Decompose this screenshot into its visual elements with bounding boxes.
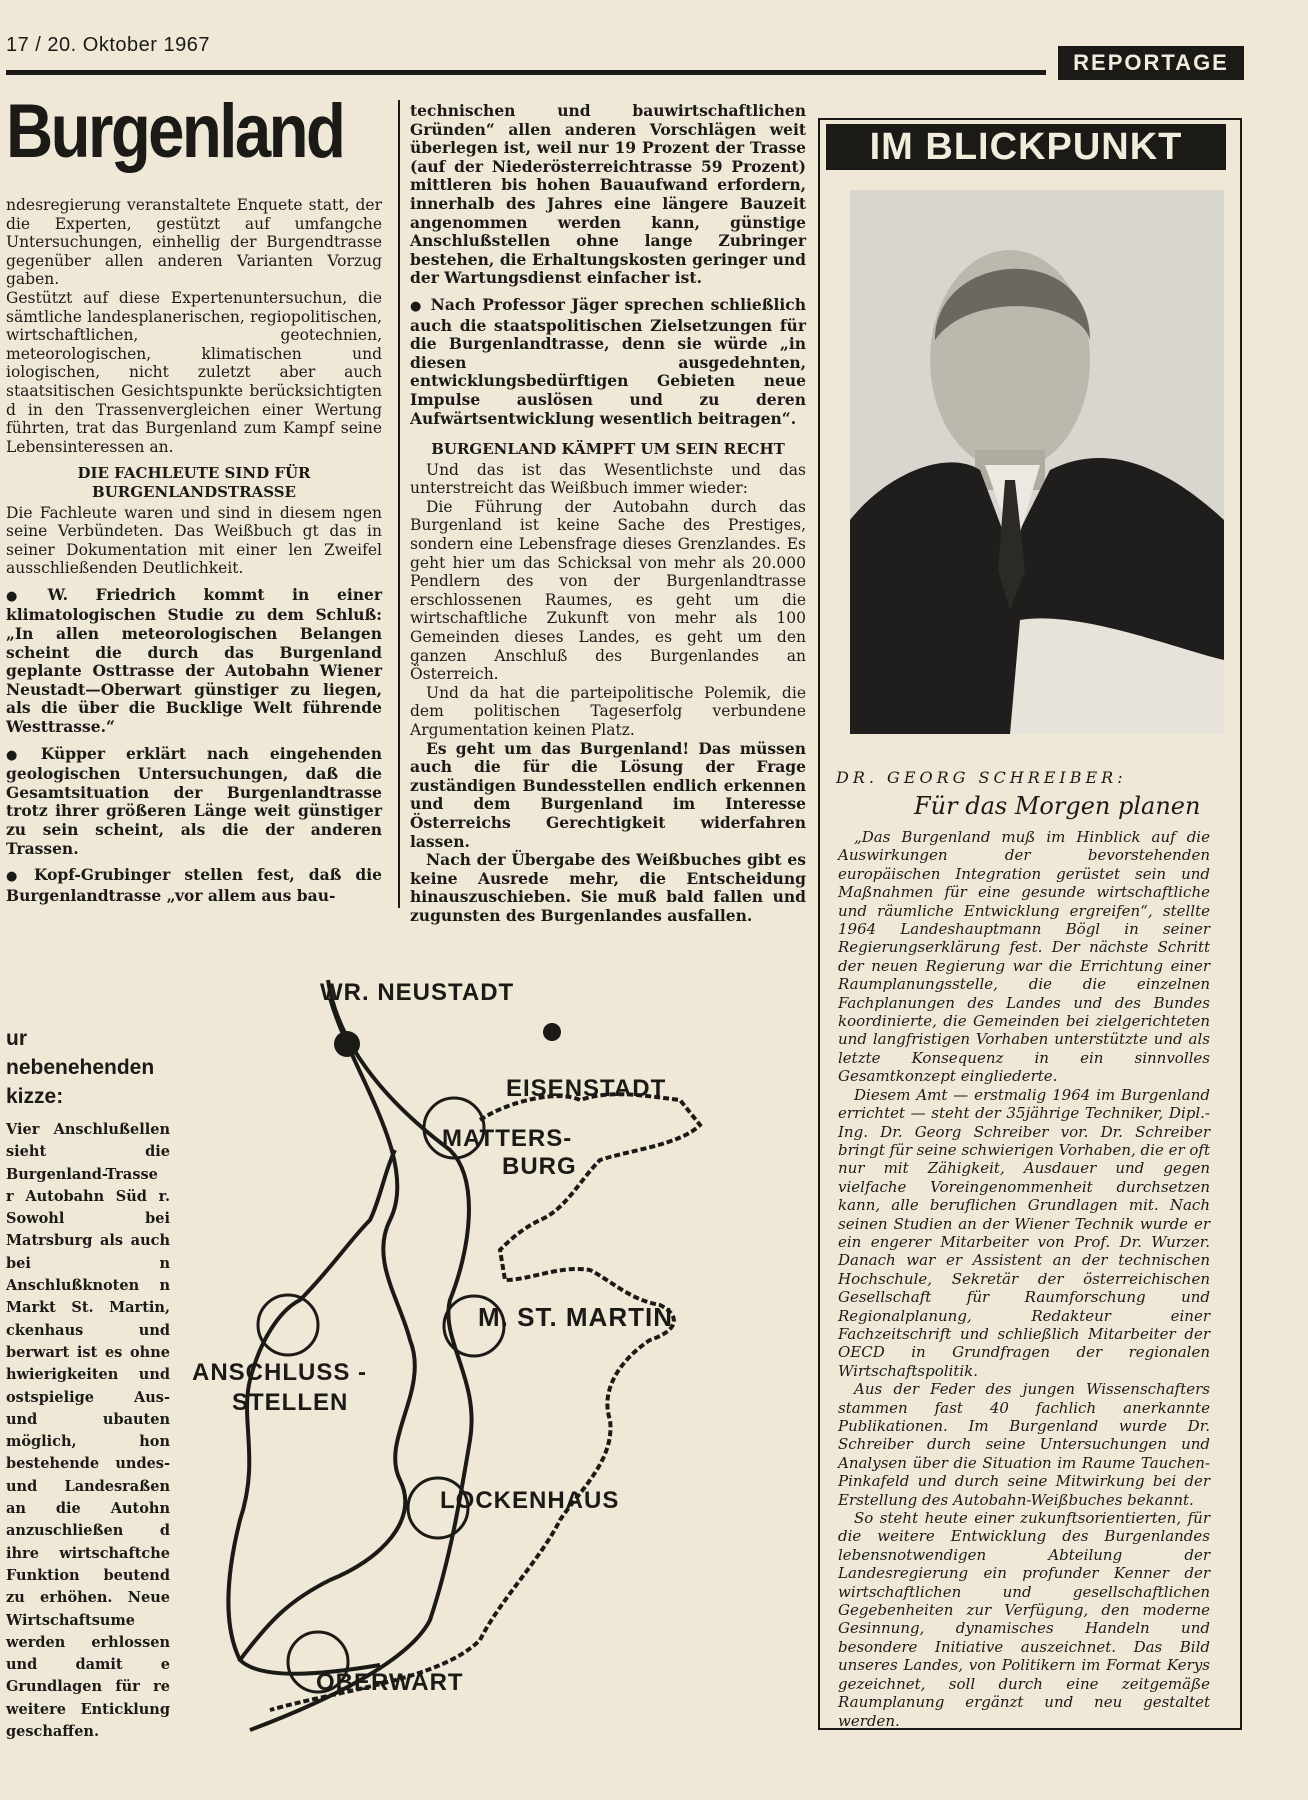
map-note-heading: ur nebenehenden kizze: [6,1027,155,1108]
page-number-date: 17 / 20. Oktober 1967 [6,34,210,56]
blickpunkt-title: IM BLICKPUNKT [826,124,1226,170]
wr-neustadt-dot [334,1031,360,1057]
bullet-paragraph: ● Nach Professor Jäger sprechen schließlich auch die staatspolitischen Zielsetzungen für die Burgenlandtrasse, denn sie würde „in diesen ausgedehnten, entwicklungsbedürftigen Gebieten neue Impulse auslösen und zu deren Aufwärtsentwicklung wesentlich beitragen“. [410,296,806,428]
article-column-2 [410,102,806,926]
article-column-1 [6,196,382,905]
paragraph: technischen und bauwirtschaftlichen Gründen“ allen anderen Vorschlägen weit überlegen ist, weil nur 19 Prozent der Trasse (auf der Niederösterreichtrasse 59 Prozent) mittleren bis hohen Bauaufwand erfordern, innerhalb des Jahres eine längere Bauzeit angenommen werden kann, günstige Anschlußstellen ohne lange Zubringer bestehen, die Erhaltungskosten geringer und der Wartungsdienst einfacher ist. [410,101,806,288]
paragraph: So steht heute einer zukunftsorientierten, für die weitere Entwicklung des Burgenlandes lebensnotwendigen Abteilung der Landesregierung ein profunder Kenner der wirtschaftlichen und gesellschaftlichen Gegebenheiten zur Verfügung, den moderne Gesinnung, dynamisches Handeln und besondere Initiative auszeichnet. Das Bild unseres Landes, von Politikern im Format Kerys gezeichnet, soll durch eine zeitgemäße Raumplanung ergänzt und neu gestaltet werden. [838,1509,1210,1730]
paragraph: Die Führung der Autobahn durch das Burgenland ist keine Sache des Prestiges, sondern eine Lebensfrage dieses Grenzlandes. Es geht hier um das Schicksal von mehr als 20.000 Pendlern des von der Burgenlandtrasse erschlossenen Raumes, es geht um die wirtschaftliche Zukunft von mehr als 100 Gemeinden dieses Landes, es geht um den ganzen Anschluß des Burgenlandes an Österreich. [410,497,806,684]
portrait-illustration [850,190,1224,734]
map-note [6,1024,170,1743]
map-label-eisenstadt: EISENSTADT [506,1075,667,1102]
map-label-wr-neustadt: WR. NEUSTADT [320,979,515,1006]
subheading: DIE FACHLEUTE SIND FÜR BURGENLANDSTRASSE [77,464,311,501]
paragraph: Die Fachleute waren und sind in diesem ngen seine Verbündeten. Das Weißbuch gt das in seiner Dokumentation mit einer len Zweifel ausschließenden Deutlichkeit. [6,503,382,578]
interchange-legend [258,1295,318,1355]
bullet-paragraph: ● W. Friedrich kommt in einer klimatologischen Studie zu dem Schluß: „In allen meteorologischen Belangen scheint die durch das Burgenland geplante Osttrasse der Autobahn Wiener Neustadt—Oberwart günstiger zu liegen, als die über die Bucklige Welt führende Westtrasse.“ [6,586,382,737]
paragraph: „Das Burgenland muß im Hinblick auf die Auswirkungen der bevorstehenden europäischen Integration gerüstet sein und Maßnahmen für eine gesunde wirtschaftliche und räumliche Entwicklung ergreifen“, stellte 1964 Landeshauptmann Bögl in seiner Regierungserklärung fest. Der nächste Schritt der neuen Regierung war die Errichtung einer Raumplanungsstelle, die die einzelnen Fachplanungen des Landes und des Bundes koordinierte, die Gemeinden bei zielgerichteten und langfristigen Vorhaben unterstützte und als letzte Konsequenz in ein sinnvolles Gesamtkonzept eingliederte. [838,828,1210,1086]
column-rule [398,100,400,908]
paragraph: Gestützt auf diese Expertenuntersuchun, die sämtliche landesplanerischen, regiopolitischen, wirtschaftlichen, geotechnien, meteorologischen, klimatischen und iologischen, nicht zuletzt aber auch staatsitischen Gesichtspunkte berücksichtigten d in den Trassenvergleichen einer Wertung führten, trat das Burgenland zum Kampf seine Lebensinteressen an. [6,288,382,456]
portrait-caption-title: Für das Morgen planen [914,792,1201,820]
paragraph: Und das ist das Wesentlichste und das unterstreicht das Weißbuch immer wieder: [410,460,806,498]
subheading: BURGENLAND KÄMPFT UM SEIN RECHT [431,440,785,459]
map-note-text: Vier Anschlußellen sieht die Burgenland-Trasse r Autobahn Süd r. Sowohl bei Matrsburg als auch bei n Anschlußknoten n Markt St. Martin, ckenhaus und berwart ist es ohne hwierigkeiten und ostspielige Aus- und ubauten möglich, hon bestehende undes- und Landesraßen an die Autohn anzuschließen d ihre wirtschaftche Funktion beutend zu erhöhen. Neue Wirtschaftsume werden erhlossen und damit e Grundlagen für re weitere Enticklung geschaffen. [6,1121,170,1741]
header-rule [6,70,1046,75]
paragraph: Diesem Amt — erstmalig 1964 im Burgenland errichtet — steht der 35jährige Techniker, Dipl.-Ing. Dr. Georg Schreiber vor. Dr. Schreiber bringt für seine schwierigen Vorhaben, die er oft nur mit Zähigkeit, Ausdauer und gegen vielfache Voreingenommenheit durchsetzen kann, alle beruflichen Grundlagen mit. Nach seinen Studien an der Wiener Technik wurde er ein engerer Mitarbeiter von Prof. Dr. Wurzer. Danach war er Assistent an der technischen Hochschule, Sekretär der österreichischen Gesellschaft für Raumforschung und Regionalplanung, Redakteur einer Fachzeitschrift und schließlich Mitarbeiter der OECD in Grundfragen der regionalen Wirtschaftspolitik. [838,1085,1211,1380]
map-label-lockenhaus: LOCKENHAUS [440,1487,620,1514]
route-map [180,920,760,1760]
map-label-oberwart: OBERWART [316,1669,464,1696]
paragraph: Es geht um das Burgenland! Das müssen auch die für die Lösung der Frage zuständigen Bundesstellen endlich erkennen und dem Burgenland im Interesse Österreichs Gerechtigkeit widerfahren lassen. [410,738,806,851]
blickpunkt-text [838,828,1210,1730]
bullet-paragraph: ● Kopf-Grubinger stellen fest, daß die Burgenlandtrasse „vor allem aus bau- [6,866,382,905]
map-label-anschluss-1: ANSCHLUSS - [192,1359,368,1386]
eisenstadt-dot [543,1023,561,1041]
section-tag: REPORTAGE [1058,46,1244,80]
map-label-anschluss-2: STELLEN [232,1389,349,1416]
article-headline: Burgenland [6,89,344,174]
paragraph: Aus der Feder des jungen Wissenschafters stammen fast 40 fachlich anerkannte Publikationen. Im Burgenland wurde Dr. Schreiber durch seine Untersuchungen und Analysen über die Situation im Raume Tauchen-Pinkafeld und durch seine Mitwirkung bei der Erstellung des Autobahn-Weißbuches bekannt. [838,1380,1210,1509]
map-label-mattersburg-2: BURG [502,1153,577,1180]
portrait-caption-name: DR. GEORG SCHREIBER: [836,768,1127,787]
map-label-st-martin: M. ST. MARTIN [478,1302,673,1332]
paragraph: Und da hat die parteipolitische Polemik, die dem politischen Tageserfolg verbundene Argumentation keinen Platz. [410,683,806,739]
paragraph: ndesregierung veranstaltete Enquete statt, der die Experten, gestützt auf umfangche Untersuchungen, einhellig der Burgendtrasse gegenüber allen anderen Varianten Vorzug gaben. [6,196,382,289]
bullet-paragraph: ● Küpper erklärt nach eingehenden geologischen Untersuchungen, daß die Gesamtsituation der Burgenlandtrasse trotz ihrer größeren Länge weit günstiger zu sein scheint, als die der anderen Trassen. [6,745,382,859]
portrait-photo [850,190,1224,734]
map-label-mattersburg-1: MATTERS- [442,1125,573,1152]
paragraph: Nach der Übergabe des Weißbuches gibt es keine Ausrede mehr, die Entscheidung hinauszuschieben. Sie muß bald fallen und zugunsten des Burgenlandes ausfallen. [410,850,806,925]
